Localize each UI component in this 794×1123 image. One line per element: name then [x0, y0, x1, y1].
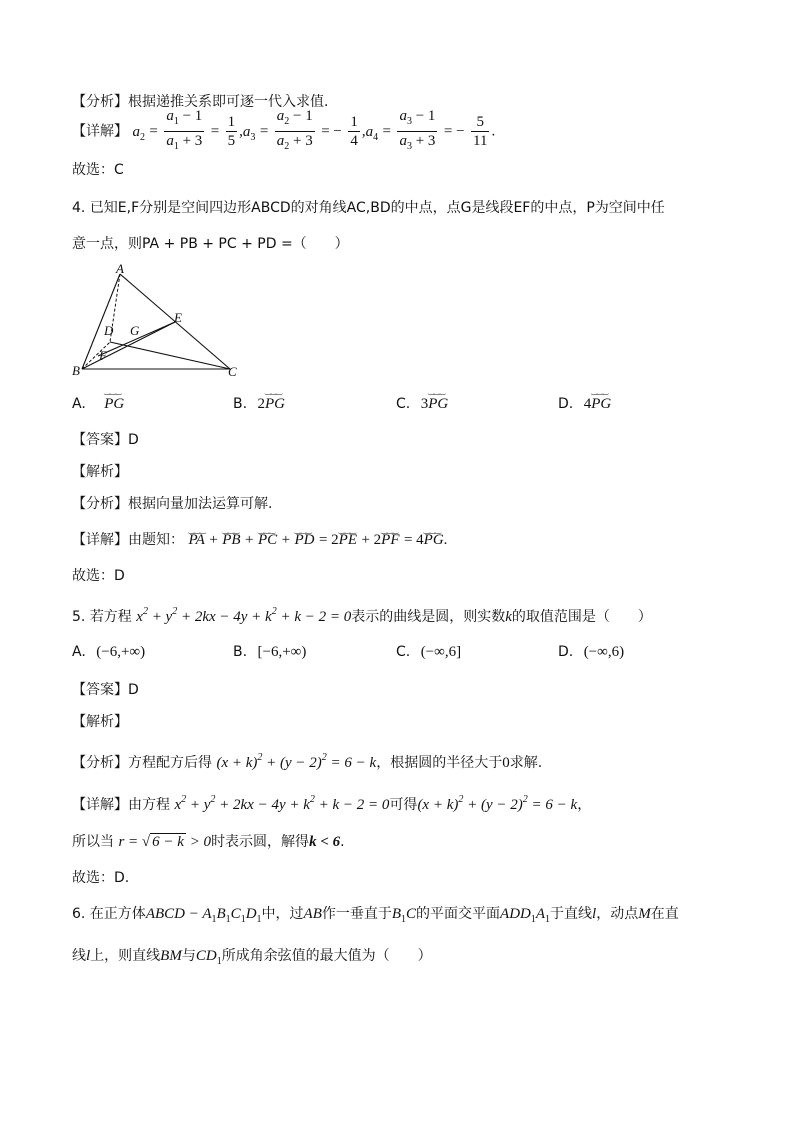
- so-text: .: [340, 834, 345, 850]
- so-text: 所以当: [72, 834, 114, 850]
- choice-coef: 2: [257, 396, 266, 412]
- stem-text: 于直线: [550, 906, 593, 922]
- detail-label: 【详解】: [72, 797, 128, 813]
- vector-pg: ‿‿‿ PG: [265, 396, 285, 413]
- stem-text: 若方程: [89, 609, 132, 625]
- choice-text: (−∞,6]: [420, 644, 462, 660]
- q5-so: 所以当 r = √ 6 − k > 0时表示圆，解得k < 6.: [72, 834, 345, 850]
- q4-choice-c[interactable]: [396, 396, 448, 413]
- stem-text: 与: [181, 948, 196, 964]
- choice-letter: B.: [233, 396, 248, 412]
- q5-choice-b[interactable]: [233, 644, 306, 661]
- label-a: A: [116, 262, 124, 276]
- detail-label: 【详解】: [72, 532, 128, 548]
- q5-choice-d[interactable]: [558, 644, 624, 661]
- analysis-zero: 0: [502, 755, 510, 771]
- q4-jiexi: 【解析】: [72, 464, 128, 480]
- label-d: D: [104, 323, 114, 338]
- label-e: E: [174, 310, 182, 325]
- detail-text: 可得: [389, 797, 418, 813]
- choice-letter: A.: [72, 396, 86, 412]
- choice-letter: D.: [558, 644, 574, 660]
- q5-stem: 5. 若方程 $x^2 + y^2 + 2kx - 4y + k^2 + k - 2 = 0$表示的曲线是圆，则实数k的取值范围是（ ）: [72, 606, 652, 625]
- analysis-text: 根据递推关系即可逐一代入求值.: [128, 94, 329, 110]
- detail-label: 【详解】: [72, 123, 128, 140]
- stem-text: 在正方体: [89, 906, 146, 922]
- q5-jiexi: 【解析】: [72, 714, 128, 730]
- q5-choice-a[interactable]: [72, 644, 145, 661]
- q5-analysis: 【分析】方程配方后得 $(x + k)^2 + (y - 2)^2 = 6 - k$，根据圆的半径大于0求解.: [72, 752, 543, 771]
- q5-answer-line: 故选：D.: [72, 870, 130, 886]
- analysis-text: ，根据圆的半径大于: [376, 755, 503, 771]
- analysis-text: 方程配方后得: [128, 755, 212, 771]
- stem-text: 表示的曲线是圆，则实数: [351, 609, 506, 625]
- choice-coef: 4: [583, 396, 592, 412]
- stem-text: 上，则直线: [90, 948, 161, 964]
- question-number: 5.: [72, 609, 86, 625]
- q6-stem-1: 6. 在正方体ABCD − $A_1B_1C_1D_1$中，过AB作一垂直于$B_1C$的平面交平面$ADD_1A_1$于直线l，动点M在直: [72, 906, 679, 925]
- q4-detail: 【详解】由题知： ‿‿‿ PA + ‿‿‿ PB + ‿‿‿ PC + ‿‿‿ PD = 2‿‿‿ PE + 2‿‿‿ PF = 4‿‿‿ PG.: [72, 530, 447, 550]
- detail-text: 由方程: [128, 797, 170, 813]
- choice-text: (−∞,6): [583, 644, 625, 660]
- label-c: C: [228, 364, 237, 379]
- vector-pg: ‿‿‿ PG: [591, 396, 611, 413]
- vector-pg: ‿‿‿ PG: [428, 396, 448, 413]
- so-text: 时表示圆，解得: [211, 834, 310, 850]
- q3-answer-line: 故选：C: [72, 162, 124, 178]
- analysis-text: 根据向量加法运算可解.: [128, 496, 273, 512]
- q4-choice-b[interactable]: [233, 396, 285, 413]
- label-b: B: [72, 363, 80, 378]
- edge-be: [82, 322, 175, 369]
- stem-text: 在直: [650, 906, 679, 922]
- tetrahedron-figure: [70, 262, 250, 382]
- q4-choice-d[interactable]: [558, 396, 611, 413]
- analysis-text: 求解.: [509, 755, 543, 771]
- stem-text: 的平面交平面: [416, 906, 501, 922]
- stem-text: 中，过: [261, 906, 304, 922]
- fraction: $\frac{5}{11}$: [473, 114, 488, 149]
- q4-stem-text: 已知E,F分别是空间四边形ABCD的对角线AC,BD的中点，点G是线段EF的中点，P为空间中任: [89, 200, 665, 216]
- stem-text: 所成角余弦值的最大值为（ ）: [221, 948, 432, 964]
- q4-answer-line: 故选：D: [72, 568, 125, 584]
- q5-detail: 【详解】由方程 $x^2 + y^2 + 2kx - 4y + k^2 + k - 2 = 0$可得$(x + k)^2 + (y - 2)^2 = 6 - k$，: [72, 794, 592, 813]
- q4-answer: 【答案】D: [72, 432, 139, 448]
- question-number: 4.: [72, 200, 86, 216]
- question-number: 6.: [72, 906, 86, 922]
- choice-letter: C.: [396, 396, 411, 412]
- stem-text: 线: [72, 948, 86, 964]
- choice-letter: B.: [233, 644, 248, 660]
- choice-text: (−6,+∞): [96, 644, 146, 660]
- analysis-label: 【分析】: [72, 94, 128, 110]
- fraction: $\frac{1}{5}$: [227, 114, 236, 149]
- q4-stem-1: [72, 198, 665, 218]
- edge-dc: [110, 342, 230, 369]
- choice-text: [−6,+∞): [257, 644, 307, 660]
- q4-analysis: [72, 494, 272, 514]
- label-g: G: [130, 323, 140, 338]
- choice-letter: C.: [396, 644, 411, 660]
- vector-pg: ‿‿‿ PG: [104, 396, 124, 413]
- stem-text: 的取值范围是（ ）: [511, 609, 652, 625]
- q3-detail: 【详解】 $a_2$ = $\frac{a_1 - 1}{a_1 + 3}$ = $\frac{1}{5}$ $,a_3$ = $\frac{a_2 - 1}{a_2 + 3}$ = − $\frac{1}{4}$ $,a_4$ = $\frac{a_3 - 1}{a_3 + 3}$ = − $\frac{5}{11}$ .: [72, 108, 495, 144]
- fraction: $\frac{1}{4}$: [350, 114, 358, 149]
- analysis-label: 【分析】: [72, 496, 128, 512]
- q5-answer: 【答案】D: [72, 682, 139, 698]
- choice-letter: A.: [72, 644, 86, 660]
- analysis-label: 【分析】: [72, 755, 128, 771]
- fraction: $\frac{a_2 - 1}{a_2 + 3}$: [276, 108, 313, 152]
- q5-choice-c[interactable]: [396, 644, 461, 661]
- stem-text: ，动点: [596, 906, 639, 922]
- choice-letter: D.: [558, 396, 574, 412]
- q6-stem-2: 线l上，则直线BM与$CD_1$所成角余弦值的最大值为（ ）: [72, 948, 432, 967]
- detail-text: 由题知：: [128, 532, 184, 548]
- q4-stem-2: 意一点，则PA + PB + PC + PD =（ ）: [72, 236, 349, 252]
- fraction: $\frac{a_3 - 1}{a_3 + 3}$: [399, 108, 436, 152]
- choice-coef: 3: [420, 396, 429, 412]
- label-f: F: [99, 348, 107, 363]
- q4-choice-a[interactable]: [72, 396, 124, 413]
- fraction: $\frac{a_1 - 1}{a_1 + 3}$: [166, 108, 203, 152]
- stem-text: 作一垂直于: [321, 906, 392, 922]
- detail-text: ，: [577, 797, 592, 813]
